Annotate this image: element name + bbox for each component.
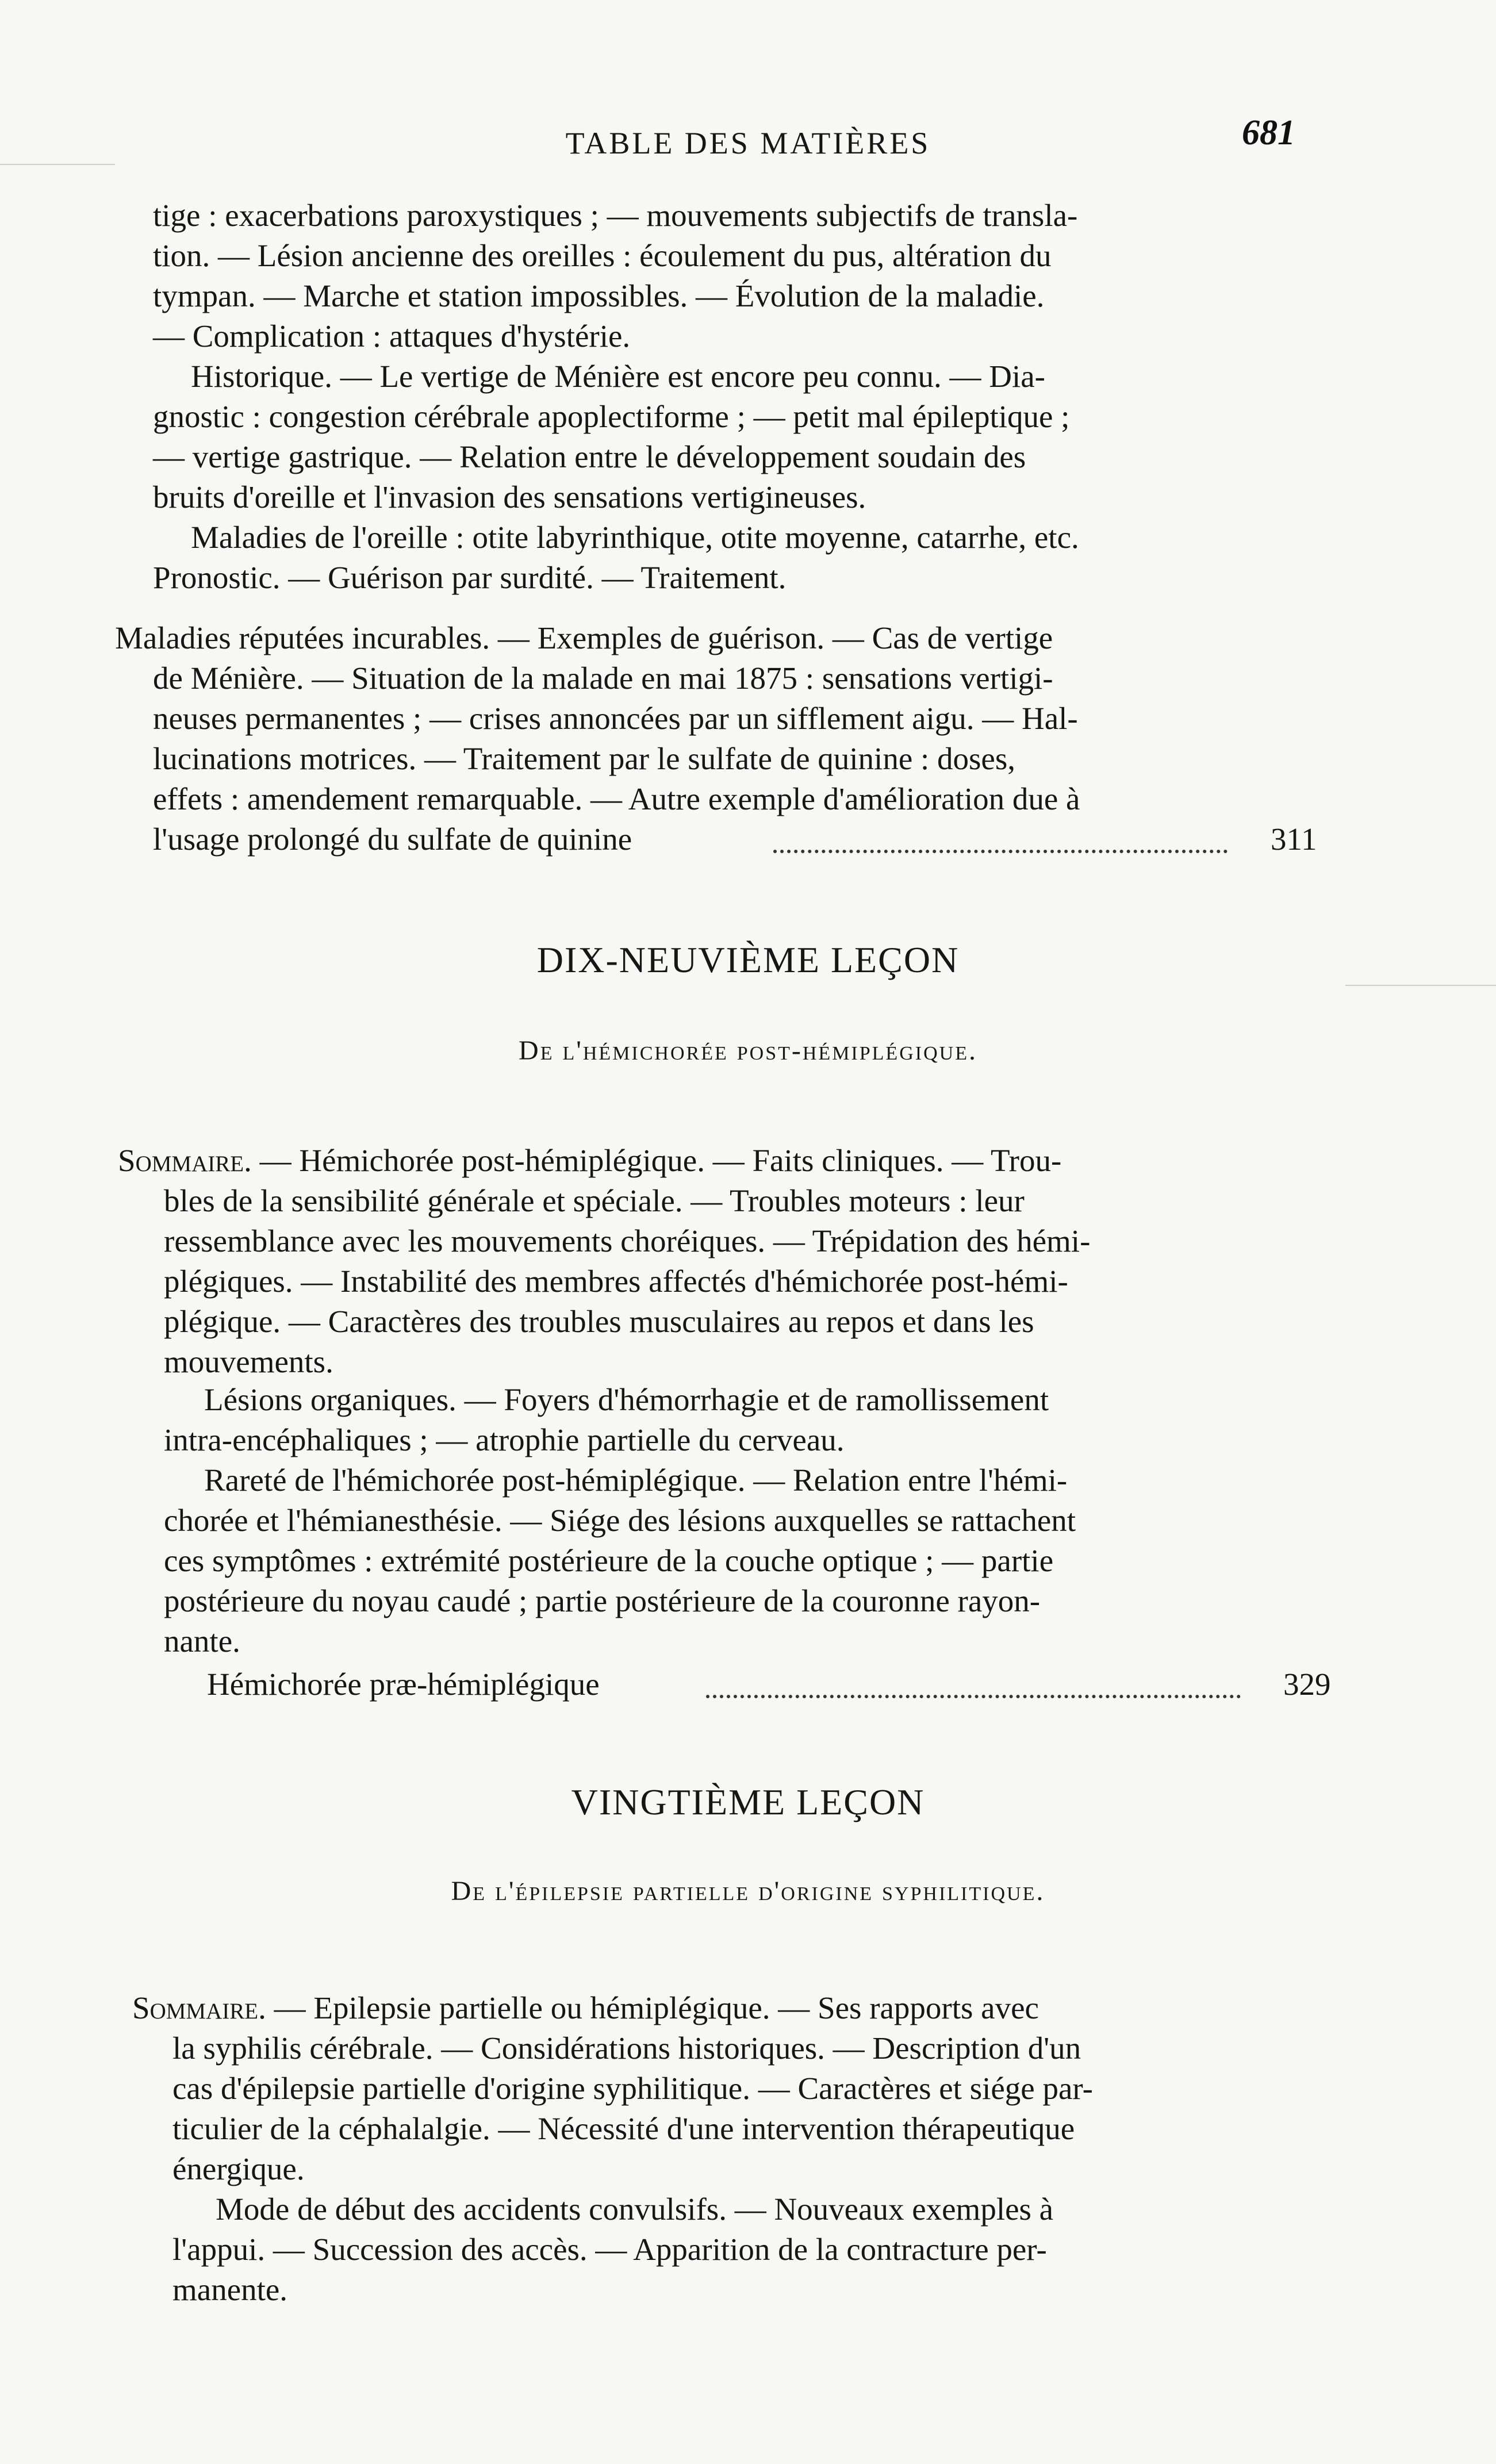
scan-rule bbox=[1345, 985, 1496, 986]
text-line: plégique. — Caractères des troubles musculaires au repos et dans les bbox=[164, 1304, 1034, 1339]
text-line: bruits d'oreille et l'invasion des sensations vertigineuses. bbox=[153, 479, 866, 515]
text-line: Mode de début des accidents convulsifs. — Nouveaux exemples à bbox=[216, 2191, 1054, 2227]
text-line: Lésions organiques. — Foyers d'hémorrhagie et de ramollissement bbox=[204, 1382, 1049, 1417]
text-line bbox=[132, 1988, 1340, 2028]
text-line: nante. bbox=[164, 1624, 240, 1659]
toc-paragraph-historique bbox=[153, 356, 1297, 517]
text-line: Maladies de l'oreille : otite labyrinthique, otite moyenne, catarrhe, etc. bbox=[191, 520, 1079, 555]
toc-paragraph-lesions bbox=[164, 1380, 1331, 1460]
sommaire-label: Sommaire. bbox=[132, 1990, 266, 2025]
page-reference: 311 bbox=[1271, 822, 1317, 857]
text-line: postérieure du noyau caudé ; partie postérieure de la couronne rayon- bbox=[164, 1583, 1041, 1618]
dot-leader bbox=[773, 850, 1228, 853]
toc-paragraph-mode-debut bbox=[172, 2189, 1340, 2310]
text-line: neuses permanentes ; — crises annoncées par un sifflement aigu. — Hal- bbox=[153, 701, 1078, 736]
text-line: tympan. — Marche et station impossibles. — Évolution de la maladie. bbox=[153, 278, 1045, 313]
text-line: — Complication : attaques d'hystérie. bbox=[153, 318, 631, 354]
text-line: énergique. bbox=[172, 2151, 305, 2186]
text-segment: — Epilepsie partielle ou hémiplégique. — Ses rapports avec bbox=[266, 1990, 1039, 2025]
text-line: mouvements. bbox=[164, 1344, 333, 1379]
lesson-title: DIX-NEUVIÈME LEÇON bbox=[536, 939, 960, 980]
scan-rule bbox=[0, 164, 115, 165]
page-number: 681 bbox=[1242, 113, 1295, 152]
lesson-subtitle: De l'hémichorée post-hémiplégique. bbox=[519, 1035, 977, 1066]
text-line: gnostic : congestion cérébrale apoplectiforme ; — petit mal épileptique ; bbox=[153, 399, 1070, 434]
text-line: la syphilis cérébrale. — Considérations historiques. — Description d'un bbox=[172, 2031, 1081, 2066]
text-line: tion. — Lésion ancienne des oreilles : écoulement du pus, altération du bbox=[153, 238, 1052, 273]
text-line: Historique. — Le vertige de Ménière est encore peu connu. — Dia- bbox=[191, 359, 1045, 394]
text-line: chorée et l'hémianesthésie. — Siége des lésions auxquelles se rattachent bbox=[164, 1503, 1076, 1538]
text-line: lucinations motrices. — Traitement par le sulfate de quinine : doses, bbox=[153, 741, 1015, 776]
leader-text: l'usage prolongé du sulfate de quinine bbox=[153, 822, 632, 857]
text-line: Maladies réputées incurables. — Exemples de guérison. — Cas de vertige bbox=[115, 620, 1053, 655]
text-line: intra-encéphaliques ; — atrophie partielle du cerveau. bbox=[164, 1422, 845, 1457]
text-line: l'appui. — Succession des accès. — Apparition de la contracture per- bbox=[172, 2232, 1047, 2267]
page-reference: 329 bbox=[1283, 1667, 1331, 1702]
toc-paragraph-rarete bbox=[164, 1460, 1331, 1661]
text-line: manente. bbox=[172, 2272, 288, 2307]
running-head: TABLE DES MATIÈRES bbox=[565, 126, 931, 160]
leader-text: Hémichorée præ-hémiplégique bbox=[207, 1667, 600, 1702]
toc-paragraph-maladies-incurables bbox=[115, 618, 1322, 819]
text-line bbox=[118, 1141, 1331, 1181]
text-line: — vertige gastrique. — Relation entre le développement soudain des bbox=[153, 439, 1026, 474]
toc-paragraph-maladies-oreille bbox=[153, 517, 1297, 598]
text-line: Rareté de l'hémichorée post-hémiplégique. — Relation entre l'hémi- bbox=[204, 1463, 1068, 1498]
text-line: ces symptômes : extrémité postérieure de la couche optique ; — partie bbox=[164, 1543, 1054, 1578]
sommaire-paragraph bbox=[132, 1988, 1340, 2189]
text-segment: — Hémichorée post-hémiplégique. — Faits cliniques. — Trou- bbox=[251, 1143, 1062, 1178]
text-line: effets : amendement remarquable. — Autre exemple d'amélioration due à bbox=[153, 781, 1080, 816]
sommaire-label: Sommaire. bbox=[118, 1143, 252, 1178]
lesson-subtitle: De l'épilepsie partielle d'origine syphilitique. bbox=[451, 1876, 1045, 1906]
toc-entry-continuation bbox=[153, 195, 1297, 356]
text-line: de Ménière. — Situation de la malade en mai 1875 : sensations vertigi- bbox=[153, 661, 1053, 696]
text-line: bles de la sensibilité générale et spéciale. — Troubles moteurs : leur bbox=[164, 1183, 1025, 1218]
text-line: plégiques. — Instabilité des membres affectés d'hémichorée post-hémi- bbox=[164, 1264, 1068, 1299]
text-line: ressemblance avec les mouvements choréiques. — Trépidation des hémi- bbox=[164, 1223, 1091, 1258]
text-line: Pronostic. — Guérison par surdité. — Traitement. bbox=[153, 560, 787, 595]
sommaire-paragraph bbox=[118, 1141, 1331, 1382]
text-line: ticulier de la céphalalgie. — Nécessité d'une intervention thérapeutique bbox=[172, 2111, 1075, 2146]
text-line: cas d'épilepsie partielle d'origine syphilitique. — Caractères et siége par- bbox=[172, 2071, 1093, 2106]
dot-leader bbox=[706, 1695, 1241, 1698]
text-line: tige : exacerbations paroxystiques ; — mouvements subjectifs de transla- bbox=[153, 198, 1078, 233]
lesson-title: VINGTIÈME LEÇON bbox=[571, 1782, 925, 1822]
